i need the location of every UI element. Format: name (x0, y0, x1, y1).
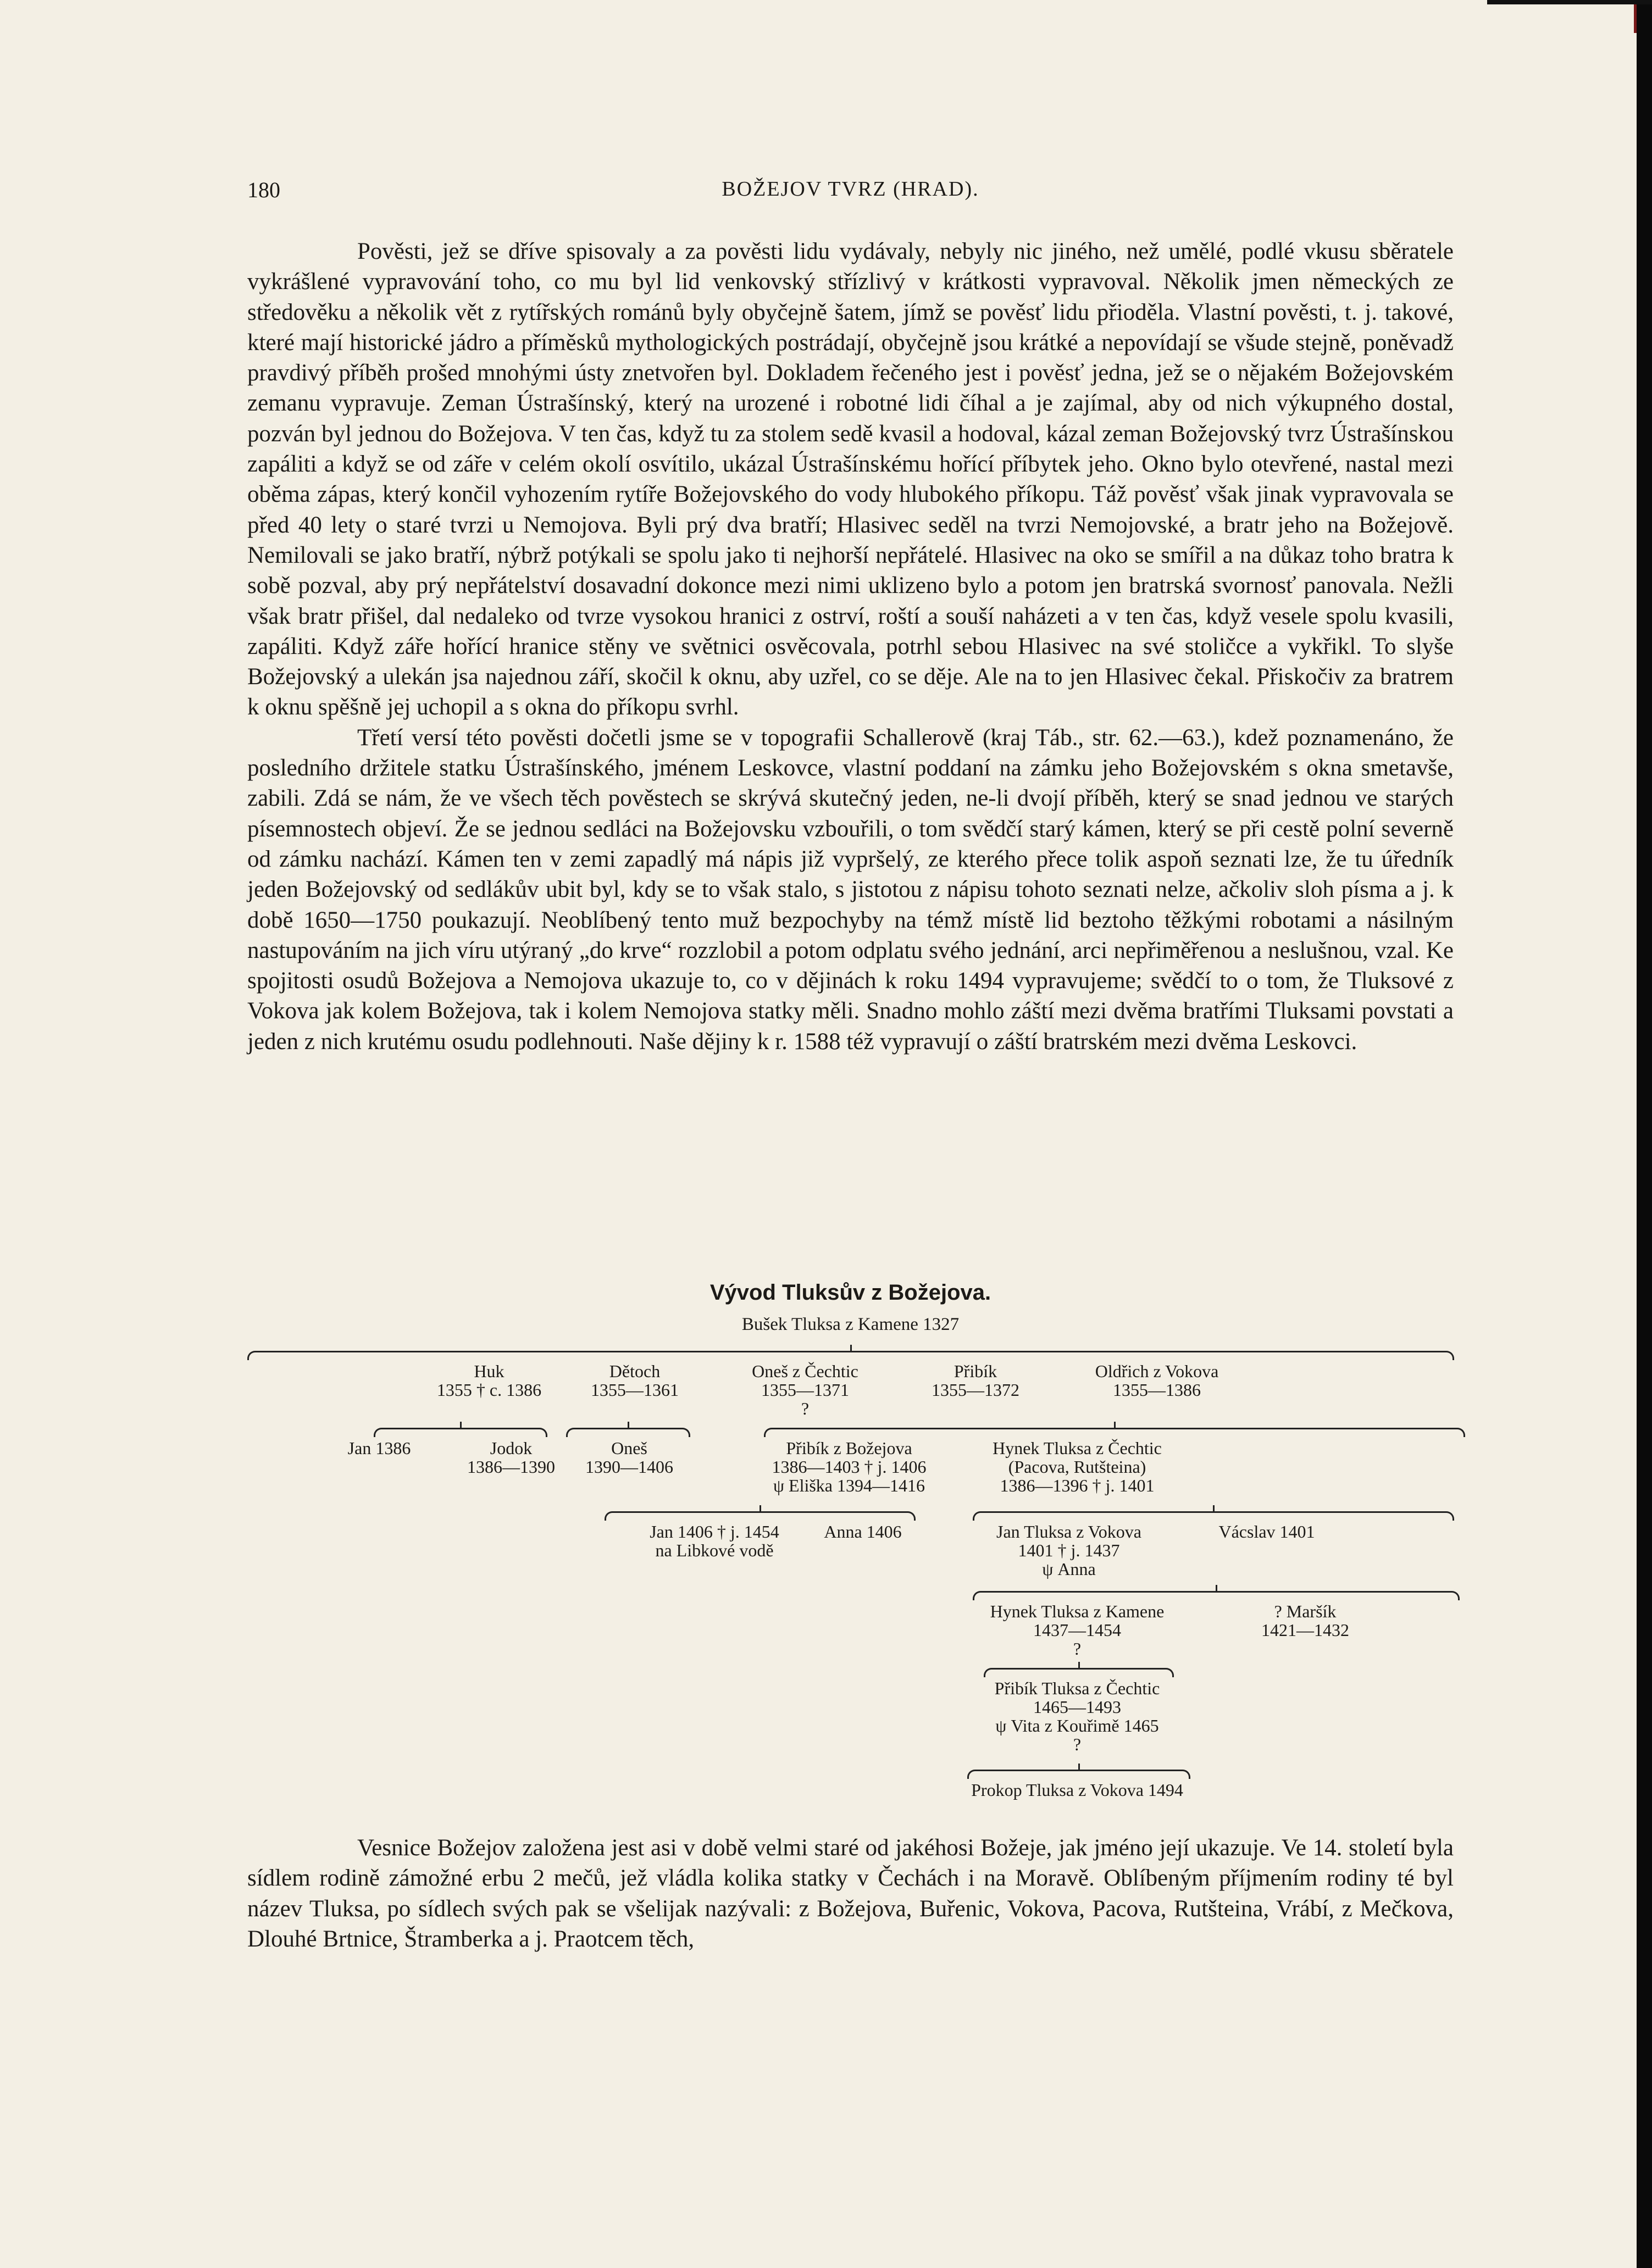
person-huk: Huk 1355 † c. 1386 (436, 1361, 542, 1400)
main-text (247, 236, 1454, 1057)
person-jan-1406: Jan 1406 † j. 1454 na Libkové vodě (650, 1522, 779, 1560)
brace-pribik-children (605, 1511, 916, 1521)
person-jan-tluksa-z-vokova: Jan Tluksa z Vokova 1401 † j. 1437 ψ Anna (996, 1522, 1141, 1579)
running-head: BOŽEJOV TVRZ (HRAD). (722, 178, 979, 201)
genealogy-root: Bušek Tluksa z Kamene 1327 (741, 1315, 960, 1334)
genealogy-title: Vývod Tluksův z Božejova. (709, 1280, 991, 1305)
brace-huk-children (374, 1428, 547, 1437)
person-anna-1406: Anna 1406 (824, 1522, 902, 1541)
scan-edge (1637, 0, 1652, 2268)
person-hynek-tluksa-z-kamene: Hynek Tluksa z Kamene 1437—1454 ? (990, 1601, 1165, 1659)
person-prokop-tluksa-z-vokova: Prokop Tluksa z Vokova 1494 (971, 1780, 1183, 1800)
person-hynek-tluksa-z-cechtic: Hynek Tluksa z Čechtic (Pacova, Rutšteina) 1386—1396 † j. 1401 (993, 1438, 1162, 1495)
scan-edge-accent (1634, 0, 1637, 33)
paragraph: Třetí versí této pověsti dočetli jsme se v topografii Schallerově (kraj Táb., str. 62.—63.), kdež poznamenáno, že posledního držitele statku Ústrašínského, jménem Leskovce, vlastní poddaní na zámku jeho Božejovském s okna smetavše, zabili. Zdá se nám, že ve všech těch pověstech se skrývá skutečný jeden, ne-li dvojí příběh, který se snad jednou ve starých písemnostech objeví. Že se jednou sedláci na Božejovsku vzbouřili, o tom svědčí starý kámen, který se při cestě polní severně od zámku nachází. Kámen ten v zemi zapadlý má nápis již vypršelý, ze kterého přece tolik aspoň seznati lze, že tu úředník jeden Božejovský od sedlákův ubit byl, kdy se to však stalo, s jistotou z nápisu tohoto seznati nelze, ačkoliv sloh písma a j. k době 1650—1750 poukazují. Neoblíbený tento muž bezpochyby na témž místě lid beztoho těžkými robotami a násilným nastupováním na jich víru utýraný „do krve“ rozzlobil a potom odplatu svého jednání, arci nepřiměřenou a neslušnou, vzal. Ke spojitosti osudů Božejova a Nemojova ukazuje to, co v dějinách k roku 1494 vypravujeme; svědčí to o tom, že Tluksové z Vokova jak kolem Božejova, tak i kolem Nemojova statky měli. Snadno mohlo záští mezi dvěma bratřími Tluksami povstati a jeden z nich krutému osudu podlehnouti. Naše dějiny k r. 1588 též vypravují o záští bratrském mezi dvěma Leskovci. (247, 724, 1454, 1055)
person-vacslav-1401: Vácslav 1401 (1218, 1522, 1315, 1541)
person-marsik: ? Maršík 1421—1432 (1261, 1601, 1349, 1640)
person-jodok: Jodok 1386—1390 (467, 1438, 555, 1477)
page-header (247, 177, 1454, 204)
brace-jan-tluksa-children (973, 1591, 1460, 1600)
brace-detoch-children (566, 1428, 690, 1437)
person-ones: Oneš 1390—1406 (585, 1438, 673, 1477)
person-pribik-tluksa-z-cechtic: Přibík Tluksa z Čechtic 1465—1493 ψ Vita z Kouřimě 1465 ? (994, 1678, 1160, 1754)
scan-edge-top (1487, 0, 1652, 4)
person-pribik: Přibík 1355—1372 (932, 1361, 1019, 1400)
paragraph: Vesnice Božejov založena jest asi v době velmi staré od jakéhosi Božeje, jak jméno její ukazuje. Ve 14. století byla sídlem rodině zámožné erbu 2 mečů, jež vládla kolika statky v Čechách i na Moravě. Oblíbeným příjmením rodiny té byl název Tluksa, po sídlech svých pak se všelijak nazývali: z Božejova, Buřenic, Vokova, Pacova, Rutšteina, Vrábí, z Mečkova, Dlouhé Brtnice, Štramberka a j. Praotcem těch, (247, 1835, 1454, 1952)
main-text-continued (247, 1833, 1454, 1954)
person-ones-z-cechtic: Oneš z Čechtic 1355—1371 ? (752, 1361, 858, 1418)
brace-ones-children (764, 1428, 1465, 1437)
brace-hynek-z-kamene-children (984, 1668, 1174, 1677)
person-detoch: Dětoch 1355—1361 (591, 1361, 679, 1400)
page-number: 180 (247, 178, 280, 202)
person-pribik-z-bozejova: Přibík z Božejova 1386—1403 † j. 1406 ψ Eliška 1394—1416 (772, 1438, 927, 1495)
person-oldrich-z-vokova: Oldřich z Vokova 1355—1386 (1095, 1361, 1219, 1400)
brace-hynek-children (973, 1511, 1454, 1521)
paragraph: Pověsti, jež se dříve spisovaly a za pověsti lidu vydávaly, nebyly nic jiného, než umělé, podlé vkusu sběratele vykrášlené vypravování toho, co mu byl lid venkovský střízlivý v krátkosti vypravoval. Několik jmen německých ze středověku a několik vět z rytířských románů byly obyčejně šatem, jímž se pověsť lidu přioděla. Vlastní pověsti, t. j. takové, které mají historické jádro a příměsků mythologických postrádají, obyčejně jsou krátké a nepovídají se všude stejně, poněvadž pravdivý příběh prošed mnohými ústy znetvořen byl. Dokladem řečeného jest i pověsť jedna, jež se o nějakém Božejovském zemanu vypravuje. Zeman Ústrašínský, který na urozené i robotné lidi číhal a je zajímal, aby od nich výkupného dostal, pozván byl jednou do Božejova. V ten čas, když tu za stolem sedě kvasil a hodoval, kázal zeman Božejovský tvrz Ústrašínskou zapáliti a když se od záře v celém okolí osvítilo, ukázal Ústrašínskému hořící příbytek jeho. Okno bylo otevřené, nastal mezi oběma zápas, který končil vyhozením rytíře Božejovského do vody hlubokého příkopu. Táž pověsť však jinak vypravovala se před 40 lety o staré tvrzi u Nemojova. Byli prý dva bratří; Hlasivec seděl na tvrzi Nemojovské, a bratr jeho na Božejově. Nemilovali se jako bratří, nýbrž potýkali se spolu jako ti nejhorší nepřátelé. Hlasivec na oko se smířil a na důkaz toho bratra k sobě pozval, aby prý nepřátelství dosavadní dokonce mezi nimi uklizeno bylo a potom jen bratrská svornosť panovala. Nežli však bratr přišel, dal nedaleko od tvrze vysokou hranici z ostrví, roští a souší naházeti a v ten čas, když vesele spolu kvasili, zapáliti. Když záře hořící hranice stěny ve světnici osvěcovala, potrhl sebou Hlasivec na své stoličce a vykřikl. To slyše Božejovský a ulekán jsa najednou září, skočil k oknu, aby uzřel, co se děje. Ale na to jen Hlasivec čekal. Přiskočiv za bratrem k oknu spěšně jej uchopil a s okna do příkopu svrhl. (247, 239, 1454, 720)
genealogy-chart (247, 1280, 1454, 1825)
brace-pribik-tluksa-children (967, 1770, 1190, 1779)
person-jan-1386: Jan 1386 (347, 1438, 411, 1458)
brace-gen1 (247, 1351, 1454, 1360)
